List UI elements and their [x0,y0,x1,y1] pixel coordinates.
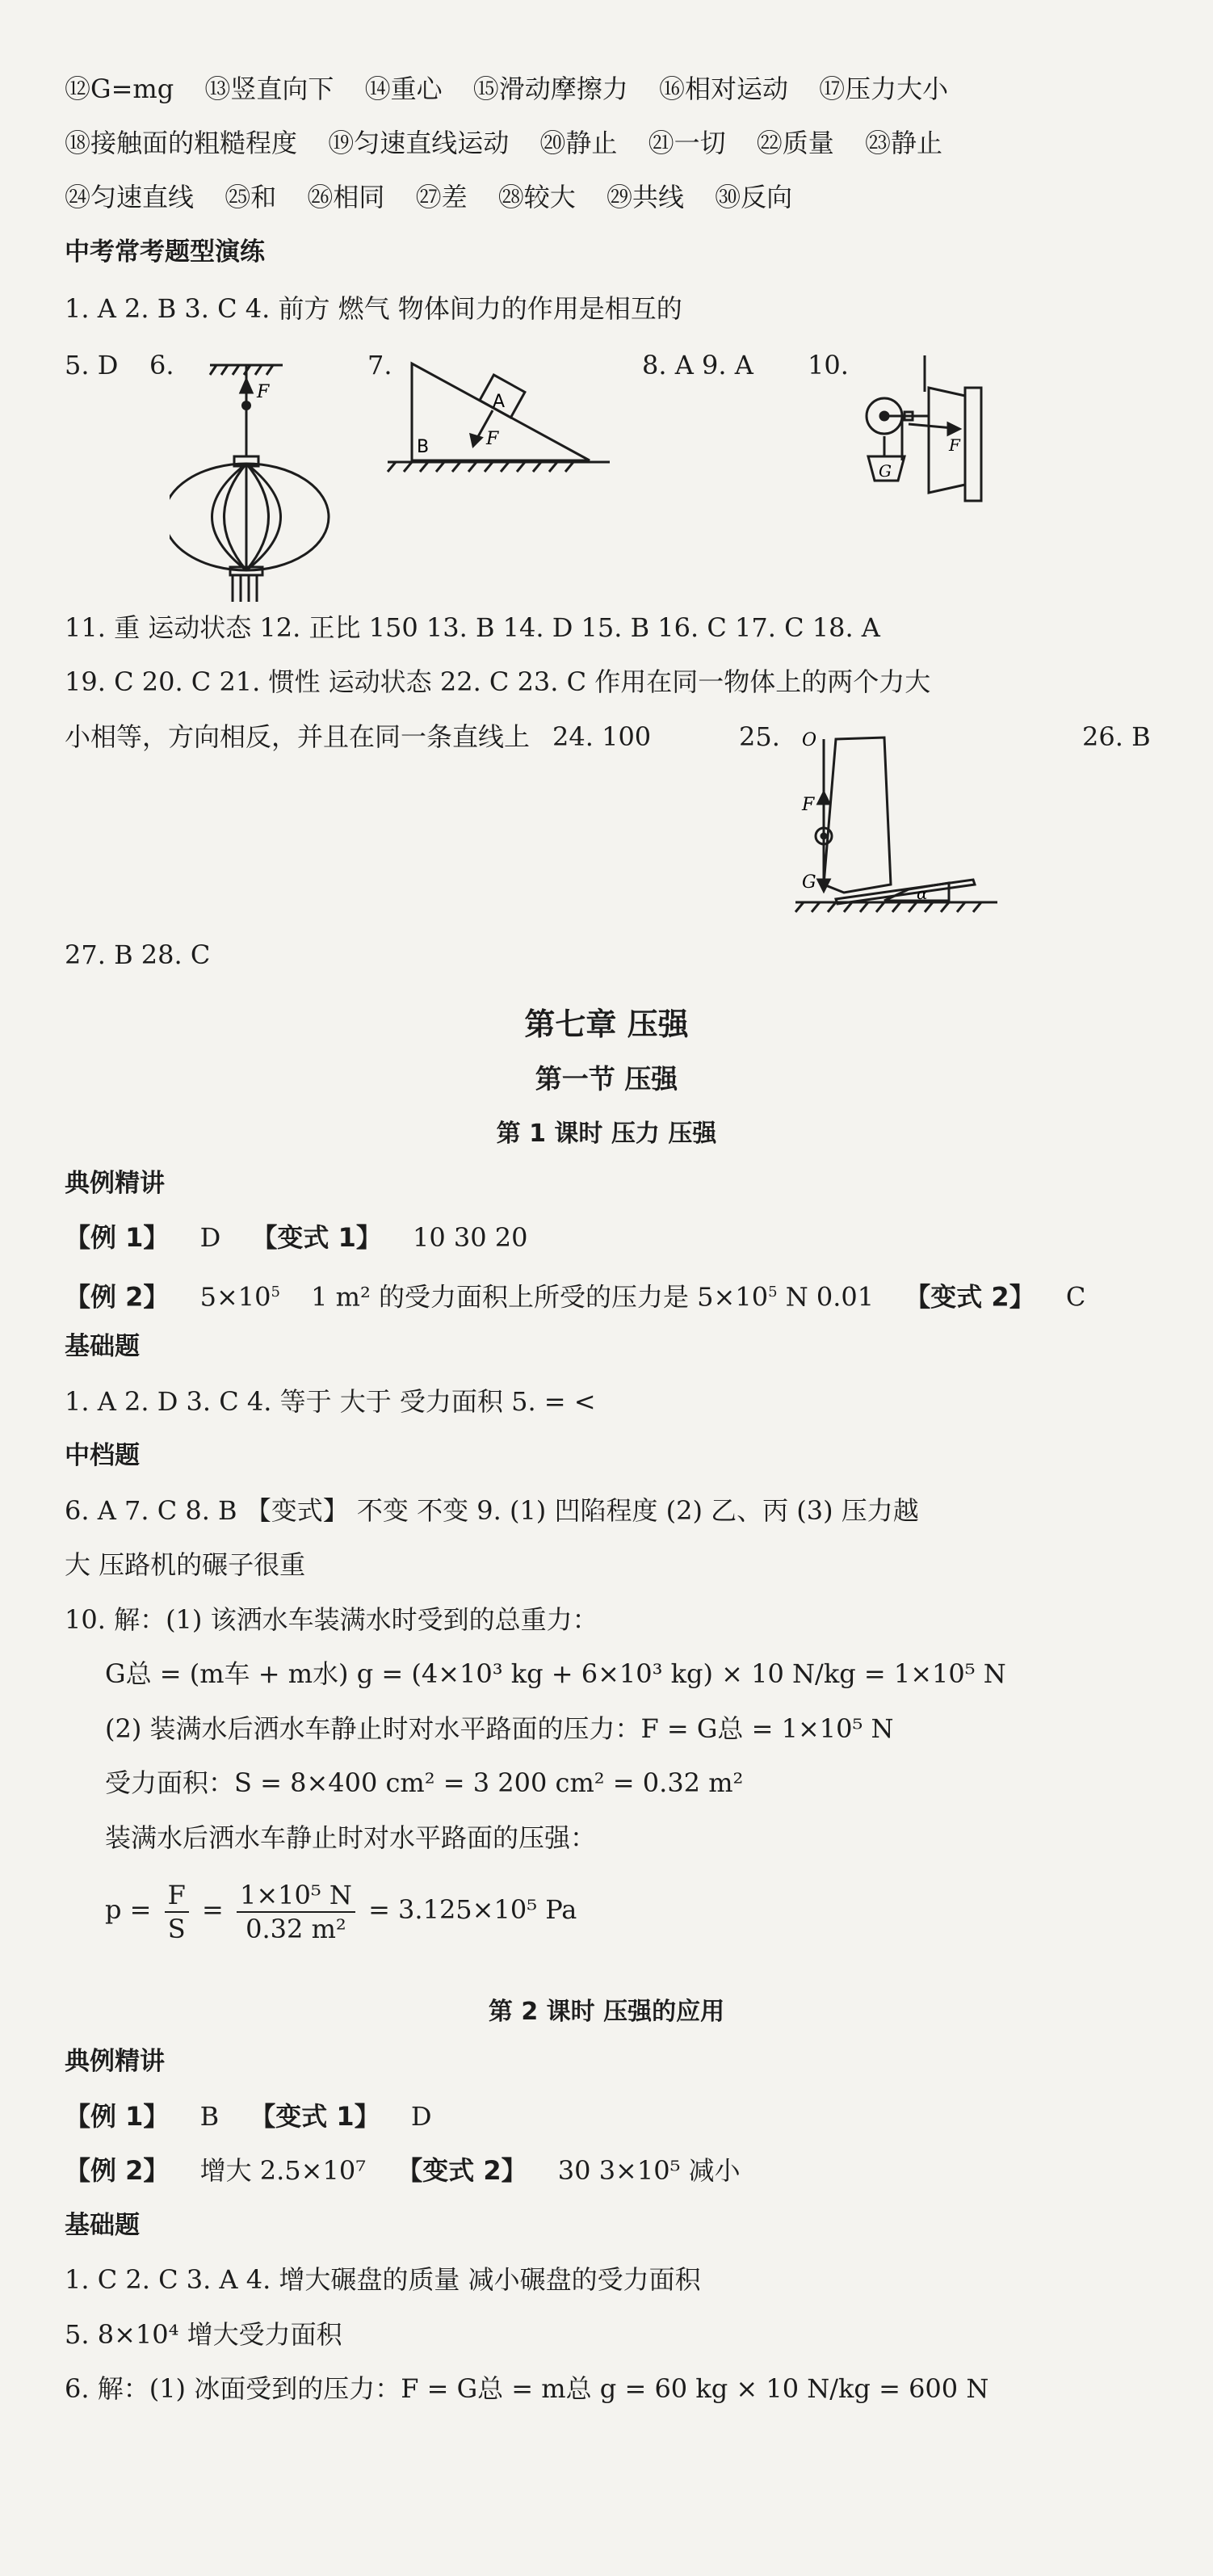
q10-solution-title: 10. 解：(1) 该洒水车装满水时受到的总重力： [65,1604,598,1635]
answer-item: ㉒质量 [756,128,834,158]
basic-answers: 1. A 2. D 3. C 4. 等于 大于 受力面积 5. = < [65,1386,596,1417]
answer-line-q11: 11. 重 运动状态 12. 正比 150 13. B 14. D 15. B 16. C 17. C 18. A [65,612,880,643]
q5-label: 5. D [65,350,119,380]
chapter-title: 第七章 压强 [524,1006,689,1042]
numerator: F [165,1879,189,1913]
variant-answer: 30 3×10⁵ 减小 [557,2155,741,2186]
example-label: 【例 2】 [65,2155,170,2186]
subsection-heading: 中档题 [65,1441,140,1470]
mid-answers-1: 6. A 7. C 8. B 【变式】 不变 不变 9. (1) 凹陷程度 (2) 乙、丙 (3) 压力越 [65,1495,919,1526]
q8-9-label: 8. A 9. A [642,350,753,380]
answer-item: ⑲匀速直线运动 [328,128,510,158]
q10-part-2: (2) 装满水后洒水车静止时对水平路面的压力：F = G总 = 1×10⁵ N [105,1713,894,1744]
answer-item: ⑱接触面的粗糙程度 [65,128,298,158]
fraction [237,1879,355,1945]
denominator: S [167,1913,186,1944]
formula-text: = 3.125×10⁵ Pa [368,1894,577,1925]
wall [965,388,981,501]
answer-item: ⑰压力大小 [819,74,949,104]
angle-label: α [917,884,928,903]
answer-line-q1-4: 1. A 2. B 3. C 4. 前方 燃气 物体间力的作用是相互的 [65,293,682,324]
answer-line-q27: 27. B 28. C [65,939,211,970]
mid-answers-2: 大 压路机的碾子很重 [65,1549,306,1580]
exponent: 5 [768,1284,778,1301]
force-label: F [257,382,270,402]
weight-label: G [879,461,892,481]
example-2b-line [65,2153,741,2188]
weight-label: G [802,872,816,893]
numerator: 1×10⁵ N [237,1879,355,1913]
answer-line-3 [65,179,792,215]
example-1b-line [65,2099,432,2134]
lantern-figure [170,355,363,606]
answer-item: ⑭重心 [364,74,443,104]
answer-item: ㉑一切 [648,128,726,158]
variant-label: 【变式 1】 [250,2101,380,2132]
subsection-heading: 典例精讲 [65,2047,165,2076]
example-label: 【例 2】 [65,1281,170,1313]
lever-figure [787,723,1005,933]
example-answer: B [199,2101,220,2132]
incline-figure [380,355,614,477]
variant-label: 【变式 2】 [905,1281,1035,1313]
example-answer: 增大 2.5×10⁷ [199,2155,367,2186]
basic2-answers-1: 1. C 2. C 3. A 4. 增大碾盘的质量 减小碾盘的受力面积 [65,2264,701,2295]
example-label: 【例 1】 [65,2101,170,2132]
q10-part-3: 装满水后洒水车静止时对水平路面的压强： [105,1822,597,1853]
q6-solution: 6. 解：(1) 冰面受到的压力：F = G总 = m总 g = 60 kg × 10 N/kg = 600 N [65,2373,989,2404]
variant-label: 【变式 2】 [397,2155,527,2186]
formula-text: = [202,1894,224,1925]
subsection-heading: 基础题 [65,1332,140,1361]
example-answer: N 0.01 [777,1281,875,1313]
q10-pressure-formula [105,1874,577,1945]
variant-answer: 10 30 20 [413,1222,528,1253]
subsection-heading: 基础题 [65,2211,140,2240]
answer-item: ㉕和 [225,182,277,212]
answer-line-q19: 19. C 20. C 21. 惯性 运动状态 22. C 23. C 作用在同一物体上的两个力大 [65,666,931,697]
q10-equation-1: G总 = (m车 + m水) g = (4×10³ kg + 6×10³ kg) × 10 N/kg = 1×10⁵ N [105,1658,1006,1689]
pivot-label: O [802,730,817,750]
variant-label: 【变式 1】 [251,1222,382,1253]
answer-item: ㉓静止 [864,128,942,158]
force-arrow-icon [241,380,252,393]
lantern-body [170,464,329,570]
q26-label: 26. B [1082,721,1151,752]
answer-text: 小相等，方向相反，并且在同一条直线上 [65,721,531,752]
lesson-title: 第 2 课时 压强的应用 [488,1998,725,2026]
variant-answer: D [410,2101,432,2132]
force-label: F [949,435,960,455]
section-title: 第一节 压强 [535,1063,678,1095]
answer-item: ⑯相对运动 [658,74,788,104]
example-label: 【例 1】 [65,1222,170,1253]
force-label: F [486,429,499,449]
answer-item: ⑳静止 [539,128,618,158]
exponent: 5 [271,1284,280,1301]
lever-body [824,738,891,893]
section-heading: 中考常考题型演练 [65,237,265,267]
denominator: 0.32 m² [246,1913,346,1944]
answer-item: ㉘较大 [497,182,576,212]
q10-area: 受力面积：S = 8×400 cm² = 3 200 cm² = 0.32 m² [105,1767,744,1798]
example-answer: 1 m² 的受力面积上所受的压力是 5×10 [311,1281,769,1313]
q10-label: 10. [808,350,849,380]
lesson-title: 第 1 课时 压力 压强 [496,1120,717,1148]
force-arrow-icon [818,792,829,804]
wall-pulley-figure [848,347,985,509]
answer-item: ㉗差 [415,182,468,212]
q25-label: 25. [739,721,780,752]
force-label: F [802,795,815,815]
gravity-arrow-icon [818,880,829,891]
answer-line-2 [65,125,942,161]
answer-item: ㉚反向 [715,182,793,212]
answer-item: ⑫G=mg [65,74,174,104]
block-label: A [493,392,506,412]
fraction [165,1879,189,1945]
q7-label: 7. [367,350,392,380]
basic2-answers-2: 5. 8×10⁴ 增大受力面积 [65,2319,342,2350]
answer-line-1 [65,71,948,107]
answer-item: ⑮滑动摩擦力 [472,74,628,104]
example-1-line [65,1220,528,1255]
q6-label: 6. [149,350,174,380]
answer-line-q23b [65,719,651,754]
answer-item: ㉔匀速直线 [65,182,195,212]
example-2-line [65,1275,1085,1315]
variant-answer: C [1065,1281,1086,1313]
force-arrow [909,424,953,428]
formula-text: p = [105,1894,152,1925]
answer-item: ㉙共线 [606,182,684,212]
example-answer: 5×10 [199,1281,271,1313]
example-answer: D [199,1222,221,1253]
answer-item: ⑬竖直向下 [204,74,334,104]
answer-text: 24. 100 [552,721,652,752]
wedge-label: B [417,437,430,457]
subsection-heading: 典例精讲 [65,1169,165,1198]
answer-item: ㉖相同 [307,182,385,212]
